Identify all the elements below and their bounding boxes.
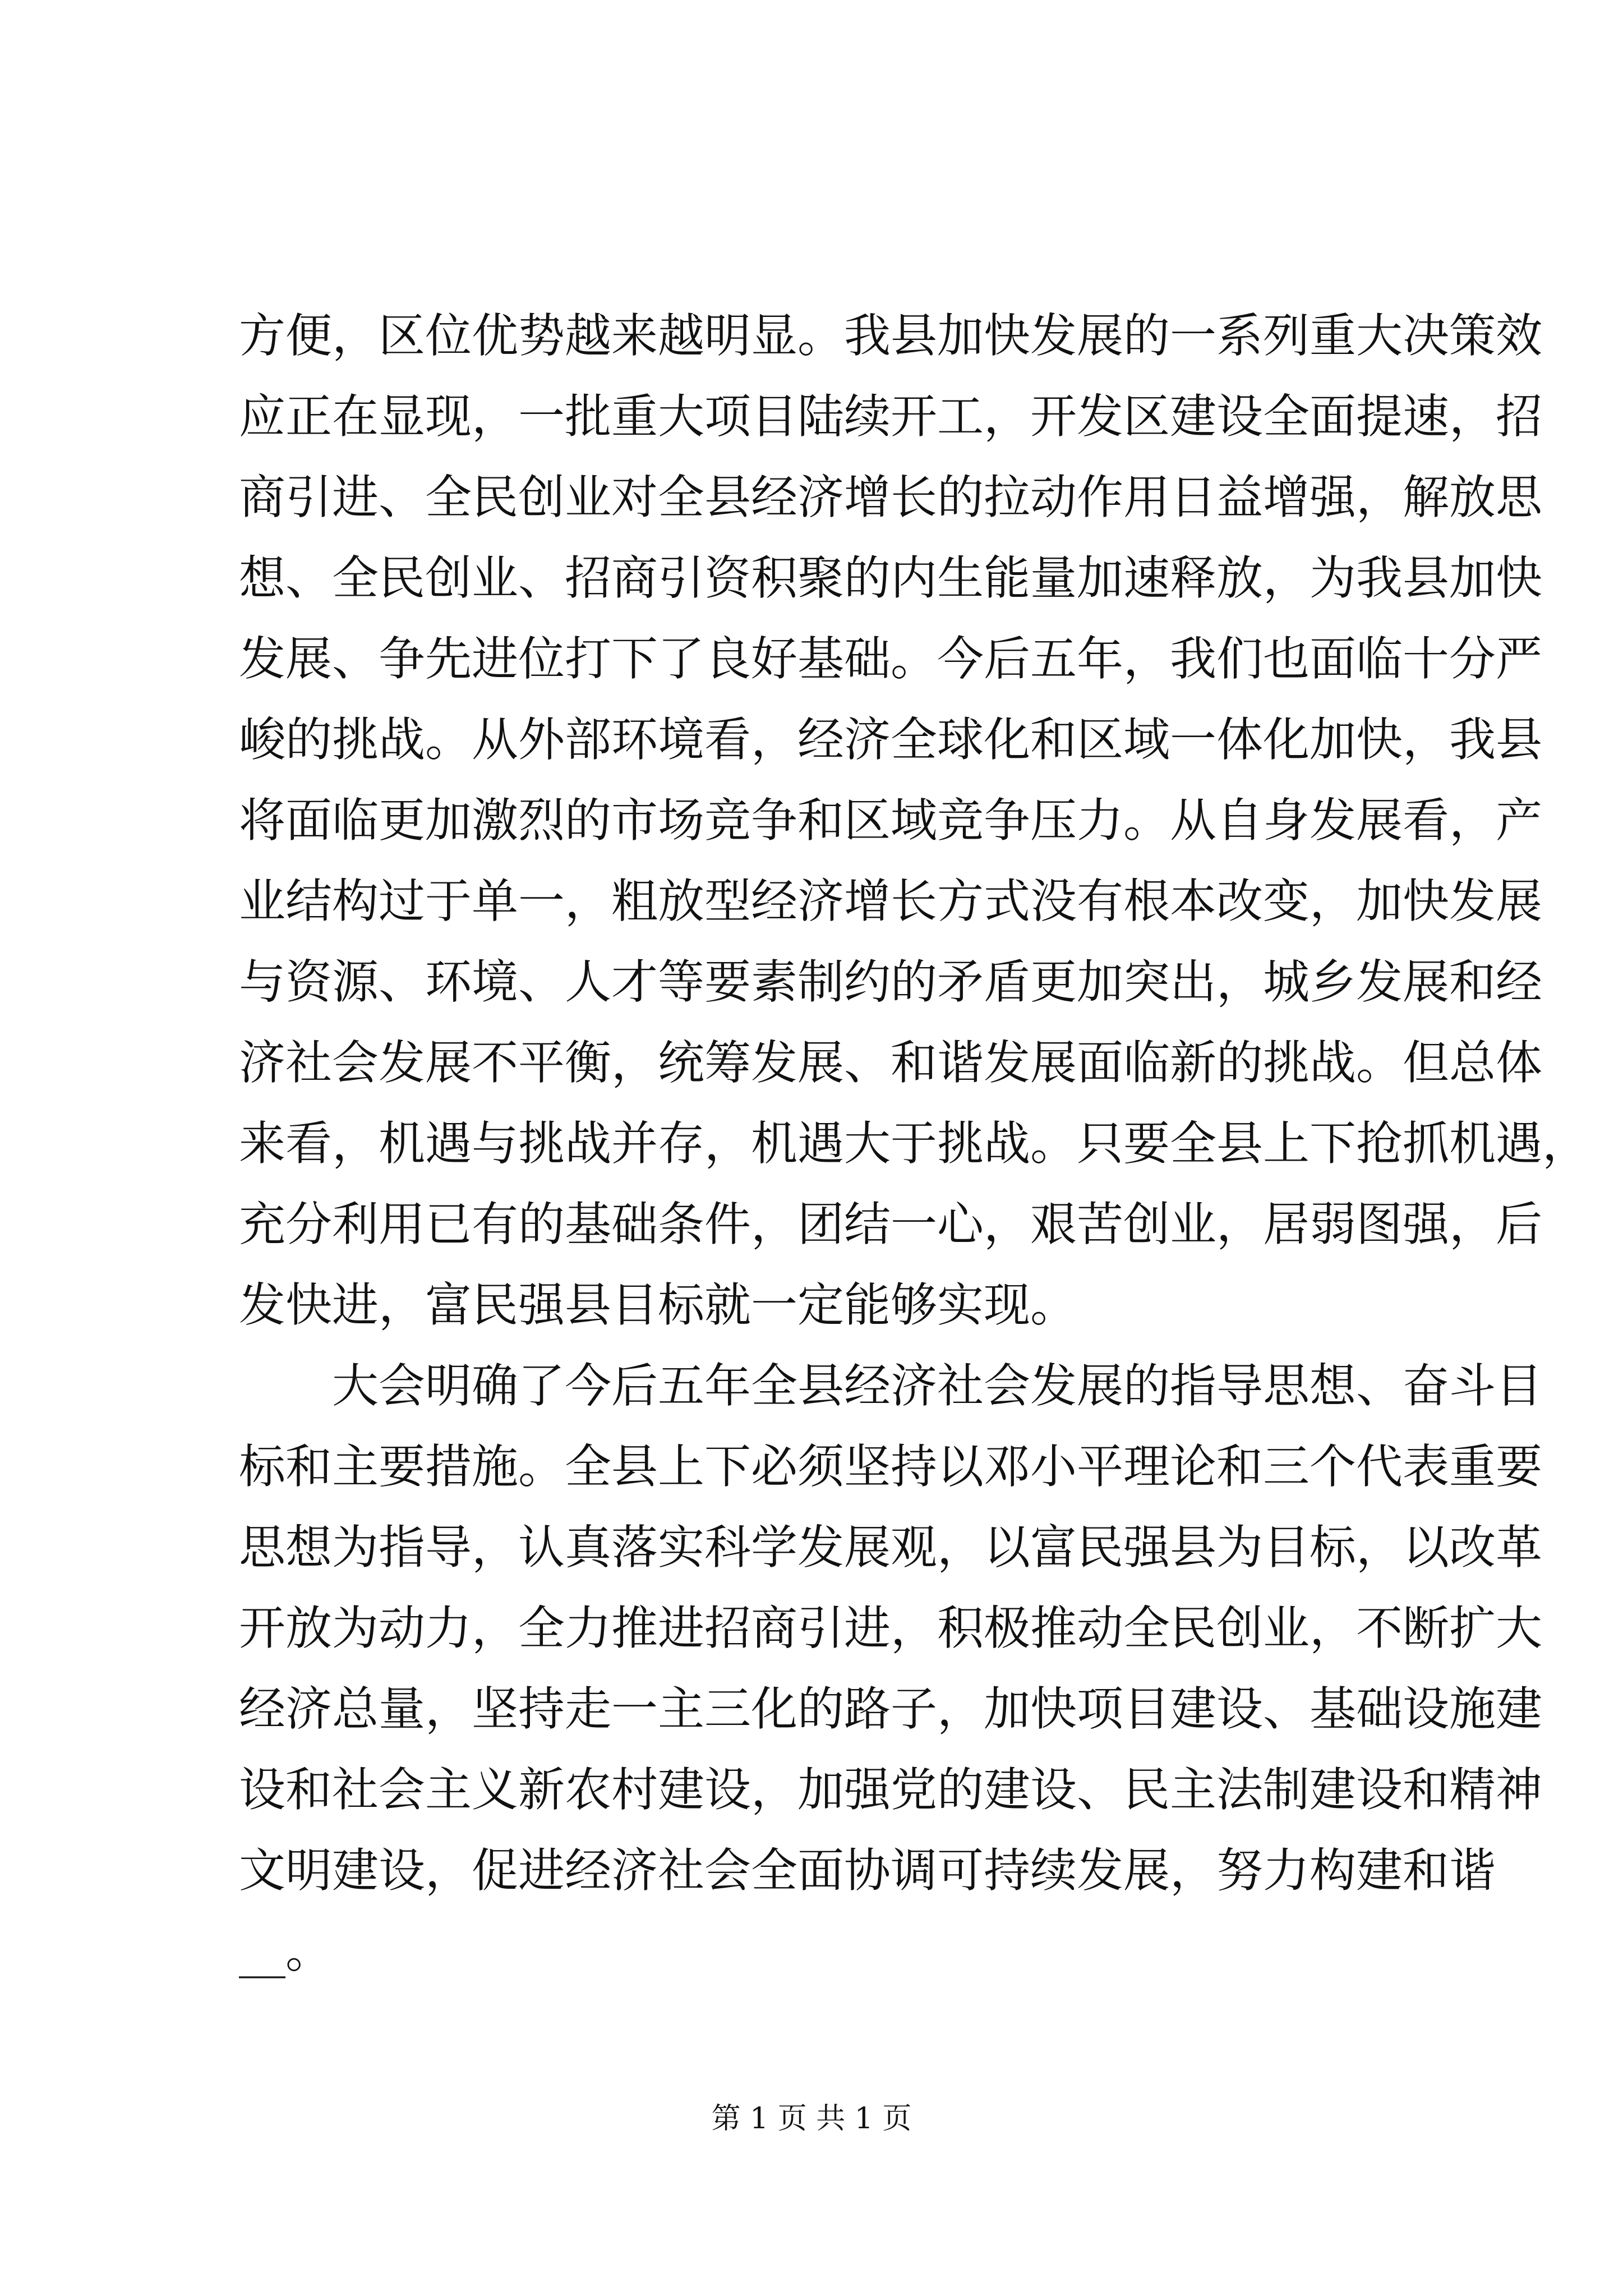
text-line: 将面临更加激烈的市场竞争和区域竞争压力。从自身发展看，产 [239, 793, 1542, 848]
text-line: 来看，机遇与挑战并存，机遇大于挑战。只要全县上下抢抓机遇， [239, 1116, 1589, 1171]
text-line: 经济总量，坚持走一主三化的路子，加快项目建设、基础设施建 [239, 1682, 1542, 1736]
page-number-label: 第 1 页 共 1 页 [711, 2102, 912, 2136]
text-line: 想、全民创业、招商引资积聚的内生能量加速释放，为我县加快 [239, 551, 1542, 605]
text-line: 发快进，富民强县目标就一定能够实现。 [239, 1278, 1077, 1332]
text-line: 与资源、环境、人才等要素制约的矛盾更加突出，城乡发展和经 [239, 955, 1542, 1009]
text-line: 业结构过于单一，粗放型经济增长方式没有根本改变，加快发展 [239, 874, 1542, 928]
paragraph-1 [239, 296, 1589, 1346]
page-footer [0, 2099, 1623, 2138]
text-line: 充分利用已有的基础条件，团结一心，艰苦创业，居弱图强，后 [239, 1197, 1542, 1251]
text-line: 文明建设，促进经济社会全面协调可持续发展，努力构建和谐 [239, 1843, 1496, 1898]
text-line: 思想为指导，认真落实科学发展观，以富民强县为目标，以改革 [239, 1520, 1542, 1575]
text-line: __。 [239, 1924, 332, 1978]
text-line: 开放为动力，全力推进招商引进，积极推动全民创业，不断扩大 [239, 1601, 1542, 1655]
text-line: 峻的挑战。从外部环境看，经济全球化和区域一体化加快，我县 [239, 712, 1542, 767]
text-line: 商引进、全民创业对全县经济增长的拉动作用日益增强，解放思 [239, 470, 1542, 524]
text-line: 标和主要措施。全县上下必须坚持以邓小平理论和三个代表重要 [239, 1439, 1542, 1494]
text-line: 大会明确了今后五年全县经济社会发展的指导思想、奋斗目 [332, 1359, 1542, 1413]
text-line: 发展、争先进位打下了良好基础。今后五年，我们也面临十分严 [239, 632, 1542, 686]
document-body [239, 296, 1589, 1992]
text-line: 应正在显现，一批重大项目陆续开工，开发区建设全面提速，招 [239, 389, 1542, 444]
text-line: 设和社会主义新农村建设，加强党的建设、民主法制建设和精神 [239, 1763, 1542, 1817]
paragraph-2 [239, 1346, 1542, 1992]
text-line: 方便，区位优势越来越明显。我县加快发展的一系列重大决策效 [239, 309, 1542, 363]
text-line: 济社会发展不平衡，统筹发展、和谐发展面临新的挑战。但总体 [239, 1036, 1542, 1090]
